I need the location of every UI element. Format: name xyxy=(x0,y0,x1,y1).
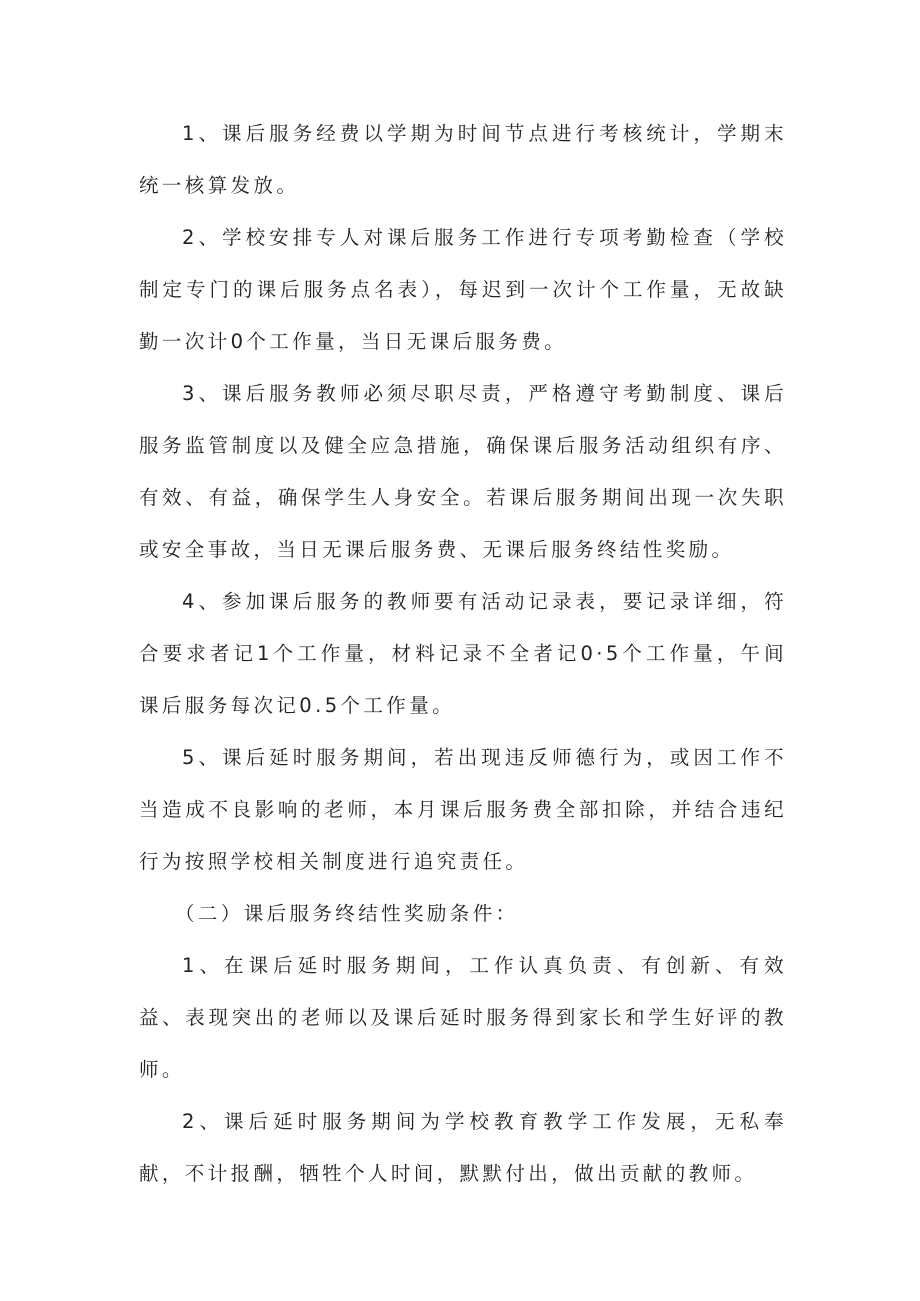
paragraph-item-1: 1、课后服务经费以学期为时间节点进行考核统计，学期末统一核算发放。 xyxy=(139,122,787,197)
paragraph-item-6: 1、在课后延时服务期间，工作认真负责、有创新、有效益、表现突出的老师以及课后延时服务得到家长和学生好评的教师。 xyxy=(139,954,787,1081)
document-body xyxy=(139,108,787,1200)
section-heading: （二）课后服务终结性奖励条件： xyxy=(175,902,519,925)
paragraph-item-4: 4、参加课后服务的教师要有活动记录表，要记录详细，符合要求者记1个工作量，材料记录不全者记0·5个工作量，午间课后服务每次记0.5个工作量。 xyxy=(139,590,787,717)
paragraph-item-5: 5、课后延时服务期间，若出现违反师德行为，或因工作不当造成不良影响的老师，本月课后服务费全部扣除，并结合违纪行为按照学校相关制度进行追究责任。 xyxy=(139,746,787,873)
paragraph-item-3: 3、课后服务教师必须尽职尽责，严格遵守考勤制度、课后服务监管制度以及健全应急措施，确保课后服务活动组织有序、有效、有益，确保学生人身安全。若课后服务期间出现一次失职或安全事故，当日无课后服务费、无课后服务终结性奖励。 xyxy=(139,382,787,561)
paragraph-item-7: 2、课后延时服务期间为学校教育教学工作发展，无私奉献，不计报酬，牺牲个人时间，默默付出，做出贡献的教师。 xyxy=(139,1110,787,1185)
paragraph-item-2: 2、学校安排专人对课后服务工作进行专项考勤检查（学校制定专门的课后服务点名表），每迟到一次计个工作量，无故缺勤一次计0个工作量，当日无课后服务费。 xyxy=(139,226,787,353)
